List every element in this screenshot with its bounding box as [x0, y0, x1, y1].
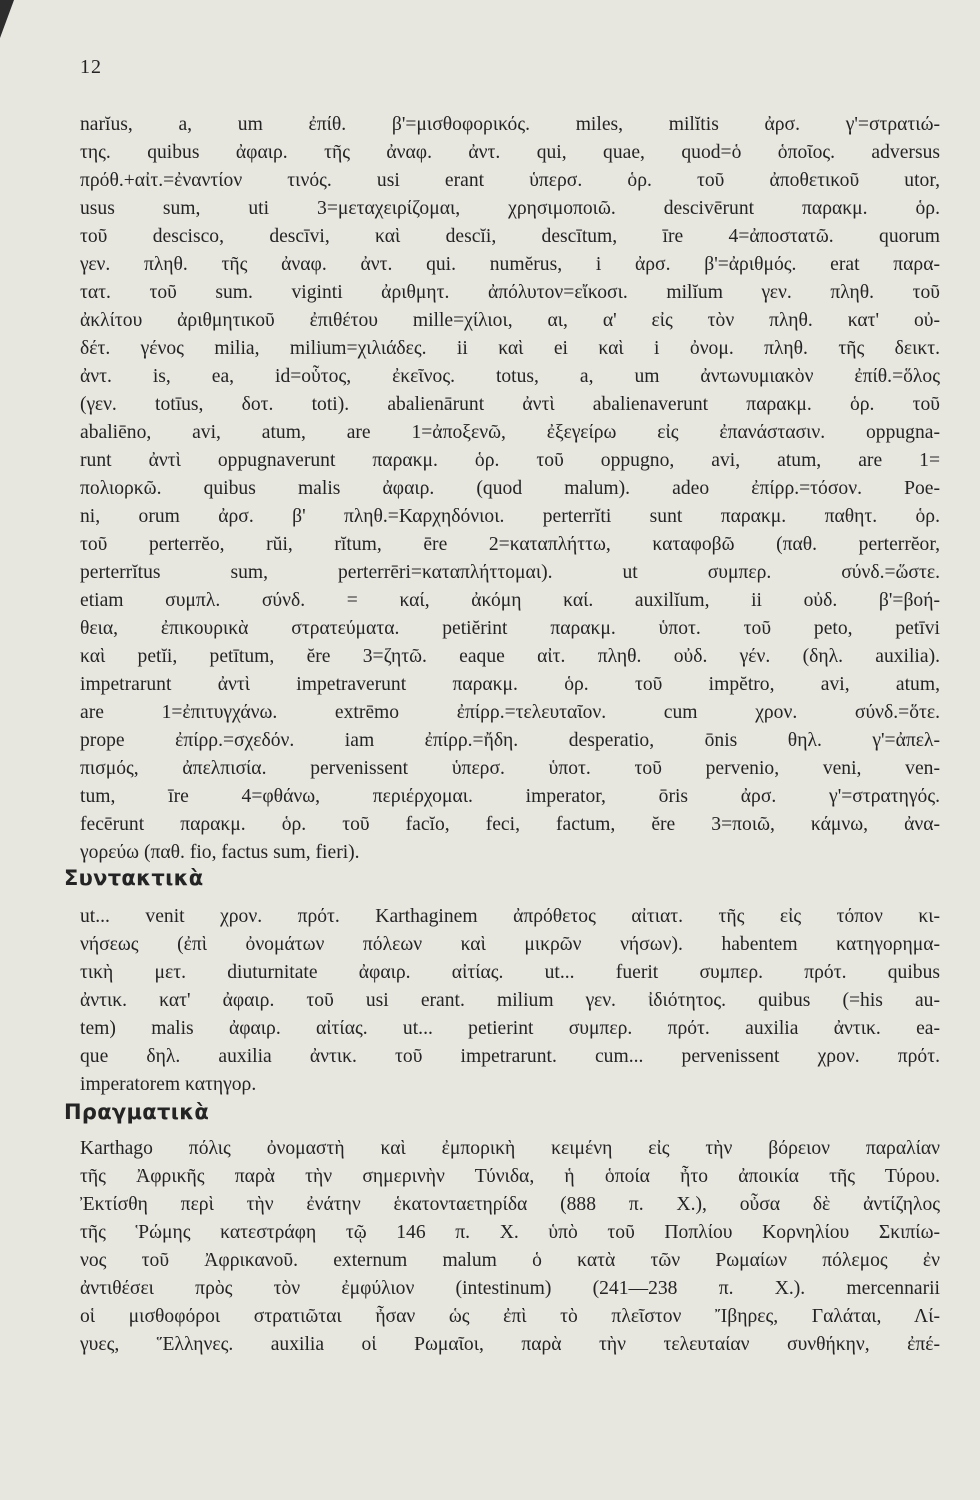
text-line: usus sum, uti 3=μεταχειρίζομαι, χρησιμοποιῶ. descivērunt παρακμ. ὁρ. [80, 198, 940, 219]
text-line: prope ἐπίρρ.=σχεδόν. iam ἐπίρρ.=ἤδη. desperatio, ōnis θηλ. γ'=ἀπελ- [80, 730, 940, 751]
text-line: τικὴ μετ. diuturnitate ἀφαιρ. αἰτίας. ut... fuerit συμπερ. πρότ. quibus [80, 962, 940, 983]
text-line: etiam συμπλ. σύνδ. = καί, ἀκόμη καί. auxilĭum, ii οὐδ. β'=βοή- [80, 590, 940, 611]
text-line: πολιορκῶ. quibus malis ἀφαιρ. (quod malum). adeo ἐπίρρ.=τόσον. Poe- [80, 478, 940, 499]
text-line: τῆς Ῥώμης κατεστράφη τῷ 146 π. Χ. ὑπὸ τοῦ Ποπλίου Κορνηλίου Σκιπίω- [80, 1222, 940, 1243]
text-line: γορεύω (παθ. fio, factus sum, fieri). [80, 842, 360, 863]
text-line: runt ἀντὶ oppugnaverunt παρακμ. ὁρ. τοῦ oppugno, avi, atum, are 1= [80, 450, 940, 471]
text-line: Karthago πόλις ὀνομαστὴ καὶ ἐμπορικὴ κειμένη εἰς τὴν βόρειον παραλίαν [80, 1138, 940, 1159]
text-line: γεν. πληθ. τῆς ἀναφ. ἀντ. qui. numĕrus, i ἀρσ. β'=ἀριθμός. erat παρα- [80, 254, 940, 275]
text-line: οἱ μισθοφόροι στρατιῶται ἦσαν ὡς ἐπὶ τὸ πλεῖστον Ἴβηρες, Γαλάται, Λί- [80, 1306, 940, 1327]
text-line: γυες, Ἕλληνες. auxilia οἱ Ρωμαῖοι, παρὰ τὴν τελευταίαν συνθήκην, ἐπέ- [80, 1334, 940, 1355]
text-line: τατ. τοῦ sum. viginti ἀριθμητ. ἀπόλυτον=εἴκοσι. milĭum γεν. πληθ. τοῦ [80, 282, 940, 303]
text-line: τοῦ descisco, descīvi, καὶ descĭi, descītum, īre 4=ἀποστατῶ. quorum [80, 226, 940, 247]
page-corner-shadow [0, 0, 14, 38]
text-line: ἀντικ. κατ' ἀφαιρ. τοῦ usi erant. milium γεν. ἰδιότητος. quibus (=his au- [80, 990, 940, 1011]
text-line: νος τοῦ Ἀφρικανοῦ. externum malum ὁ κατὰ τῶν Ρωμαίων πόλεμος ἐν [80, 1250, 940, 1271]
section-heading-facts: Πραγματικὰ [64, 1100, 210, 1124]
text-line: perterrĭtus sum, perterrēri=καταπλήττομαι). ut συμπερ. σύνδ.=ὥστε. [80, 562, 940, 583]
page-number: 12 [80, 56, 102, 78]
text-line: πρόθ.+αἰτ.=ἐναντίον τινός. usi erant ὑπερσ. ὁρ. τοῦ ἀποθετικοῦ utor, [80, 170, 940, 191]
text-line: are 1=ἐπιτυγχάνω. extrēmo ἐπίρρ.=τελευταῖον. cum χρον. σύνδ.=ὅτε. [80, 702, 940, 723]
text-line: δέτ. γένος milia, milium=χιλιάδες. ii καὶ ei καὶ i ὀνομ. πληθ. τῆς δεικτ. [80, 338, 940, 359]
text-line: imperatorem κατηγορ. [80, 1074, 257, 1095]
text-line: tem) malis ἀφαιρ. αἰτίας. ut... petierint συμπερ. πρότ. auxilia ἀντικ. ea- [80, 1018, 940, 1039]
text-line: impetrarunt ἀντὶ impetraverunt παρακμ. ὁρ. τοῦ impĕtro, avi, atum, [80, 674, 940, 695]
text-line: καὶ petĭi, petītum, ĕre 3=ζητῶ. eaque αἰτ. πληθ. οὐδ. γέν. (δηλ. auxilia). [80, 646, 940, 667]
text-line: ἀντιθέσει πρὸς τὸν ἐμφύλιον (intestinum) (241—238 π. Χ.). mercennarii [80, 1278, 940, 1299]
text-line: θεια, ἐπικουρικὰ στρατεύματα. petiĕrint παρακμ. ὑποτ. τοῦ peto, petīvi [80, 618, 940, 639]
text-line: (γεν. totīus, δοτ. toti). abalienārunt ἀντὶ abalienaverunt παρακμ. ὁρ. τοῦ [80, 394, 940, 415]
text-line: ni, orum ἀρσ. β' πληθ.=Καρχηδόνιοι. perterrĭti sunt παρακμ. παθητ. ὁρ. [80, 506, 940, 527]
text-line: νήσεως (ἐπὶ ὀνομάτων πόλεων καὶ μικρῶν νήσων). habentem κατηγορημα- [80, 934, 940, 955]
text-line: τοῦ perterrĕo, rŭi, rĭtum, ēre 2=καταπλήττω, καταφοβῶ (παθ. perterrĕor, [80, 534, 940, 555]
text-line: ut... venit χρον. πρότ. Karthaginem ἀπρόθετος αἰτιατ. τῆς εἰς τόπον κι- [80, 906, 940, 927]
text-line: της. quibus ἀφαιρ. τῆς ἀναφ. ἀντ. qui, quae, quod=ὁ ὁποῖος. adversus [80, 142, 940, 163]
text-line: fecērunt παρακμ. ὁρ. τοῦ facĭo, feci, factum, ĕre 3=ποιῶ, κάμνω, ἀνα- [80, 814, 940, 835]
text-line: ἀντ. is, ea, id=οὗτος, ἐκεῖνος. totus, a, um ἀντωνυμιακὸν ἐπίθ.=ὅλος [80, 366, 940, 387]
text-line: πισμός, ἀπελπισία. pervenissent ὑπερσ. ὑποτ. τοῦ pervenio, veni, ven- [80, 758, 940, 779]
text-line: narĭus, a, um ἐπίθ. β'=μισθοφορικός. miles, milĭtis ἀρσ. γ'=στρατιώ- [80, 114, 940, 135]
text-line: tum, īre 4=φθάνω, περιέρχομαι. imperator, ōris ἀρσ. γ'=στρατηγός. [80, 786, 940, 807]
text-line: Ἐκτίσθη περὶ τὴν ἐνάτην ἑκατονταετηρίδα (888 π. Χ.), οὖσα δὲ ἀντίζηλος [80, 1194, 940, 1215]
text-line: abaliēno, avi, atum, are 1=ἀποξενῶ, ἐξεγείρω εἰς ἐπανάστασιν. oppugna- [80, 422, 940, 443]
text-line: ἀκλίτου ἀριθμητικοῦ ἐπιθέτου mille=χίλιοι, αι, α' εἰς τὸν πληθ. κατ' οὐ- [80, 310, 940, 331]
section-heading-syntax: Συντακτικὰ [64, 866, 204, 890]
text-line: τῆς Ἀφρικῆς παρὰ τὴν σημερινὴν Τύνιδα, ἡ ὁποία ἦτο ἀποικία τῆς Τύρου. [80, 1166, 940, 1187]
text-line: que δηλ. auxilia ἀντικ. τοῦ impetrarunt. cum... pervenissent χρον. πρότ. [80, 1046, 940, 1067]
